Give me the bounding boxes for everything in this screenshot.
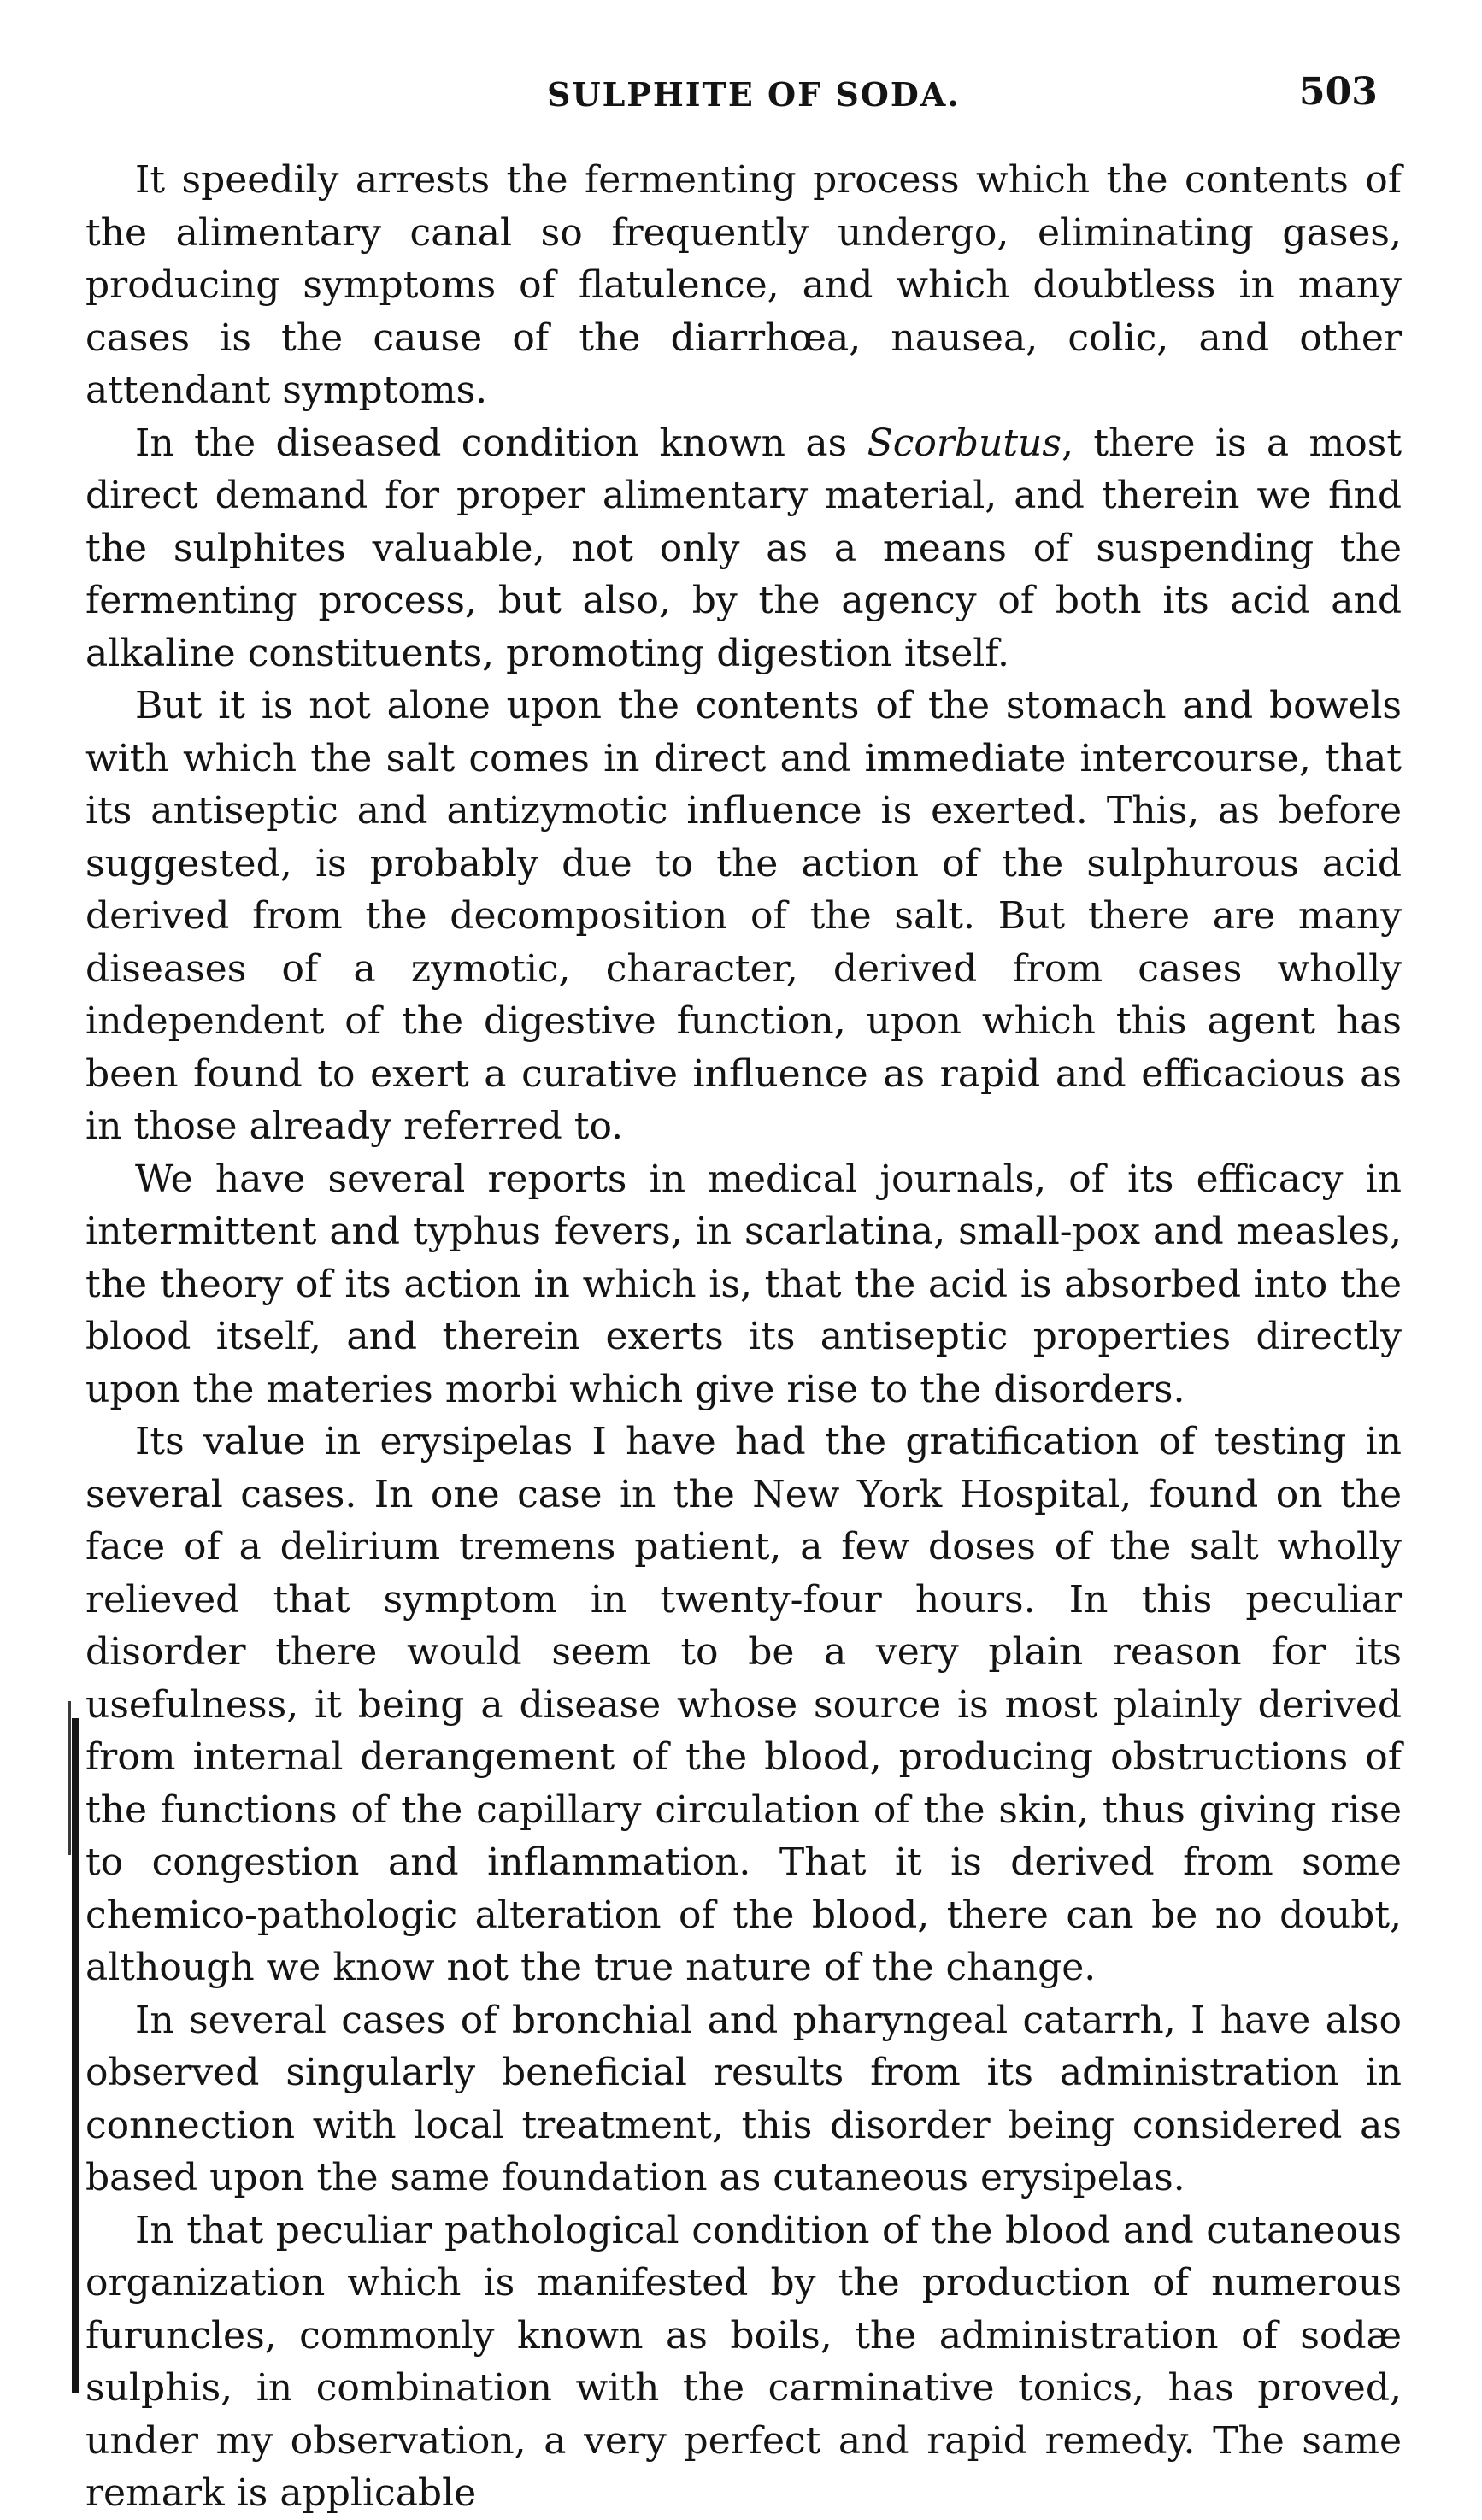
paragraph-1: It speedily arrests the fermenting process which the contents of the alimentary canal so frequently undergo, eliminating gases, producing symptoms of flatulence, and which doubtless in many cases is the cause of the diarrhœa, nausea, colic, and other attendant symptoms. <box>85 158 1402 412</box>
page-number: 503 <box>1299 70 1378 114</box>
paragraph-2-lead: In the diseased condition known as <box>135 421 867 465</box>
paragraph-5: Its value in erysipelas I have had the gratification of testing in several cases. In one case in the New York Hospital, found on the face of a delirium tremens patient, a few doses of the salt wholly relieved that symptom in twenty-four hours. In this peculiar disorder there would seem to be a very plain reason for its usefulness, it being a disease whose source is most plainly derived from internal derangement of the blood, producing obstructions of the functions of the capillary circulation of the skin, thus giving rise to congestion and inflammation. That it is derived from some chemico-pathologic alteration of the blood, there can be no doubt, although we know not the true nature of the change. <box>85 1420 1402 1989</box>
paragraph-2-rest: , there is a most direct demand for proper alimentary material, and therein we find the sulphites valuable, not only as a means of suspending the fermenting process, but also, by the agency of both its acid and alkaline constituents, promoting digestion itself. <box>85 421 1402 675</box>
paragraph-2 <box>85 417 1402 680</box>
running-head <box>0 70 1482 127</box>
paragraph-7: In that peculiar pathological condition of the blood and cutaneous organization which is manifested by the production of numerous furuncles, commonly known as boils, the administration of sodæ sulphis, in combination with the carminative tonics, has proved, under my observation, a very perfect and rapid remedy. The same remark is applicable <box>85 2208 1402 2515</box>
running-head-title: SULPHITE OF SODA. <box>547 75 961 114</box>
disease-name-italic: Scorbutus <box>867 421 1062 465</box>
paragraph-6: In several cases of bronchial and pharyngeal catarrh, I have also observed singularly beneficial results from its administration in connection with local treatment, this disorder being considered as based upon the same foundation as cutaneous erysipelas. <box>85 1998 1402 2199</box>
body-text <box>85 154 1402 2520</box>
margin-rule-thin <box>68 1701 71 1855</box>
paragraph-3: But it is not alone upon the contents of the stomach and bowels with which the salt comes in direct and immediate intercourse, that its antiseptic and antizymotic influence is exerted. This, as before suggested, is probably due to the action of the sulphurous acid derived from the decomposition of the salt. But there are many diseases of a zymotic, character, derived from cases wholly independent of the digestive function, upon which this agent has been found to exert a curative influence as rapid and efficacious as in those already referred to. <box>85 684 1402 1148</box>
paragraph-4: We have several reports in medical journals, of its efficacy in intermittent and typhus fevers, in scarlatina, small-pox and measles, the theory of its action in which is, that the acid is absorbed into the blood itself, and therein exerts its antiseptic properties directly upon the materies morbi which give rise to the disorders. <box>85 1157 1402 1411</box>
margin-rule <box>72 1718 79 2393</box>
